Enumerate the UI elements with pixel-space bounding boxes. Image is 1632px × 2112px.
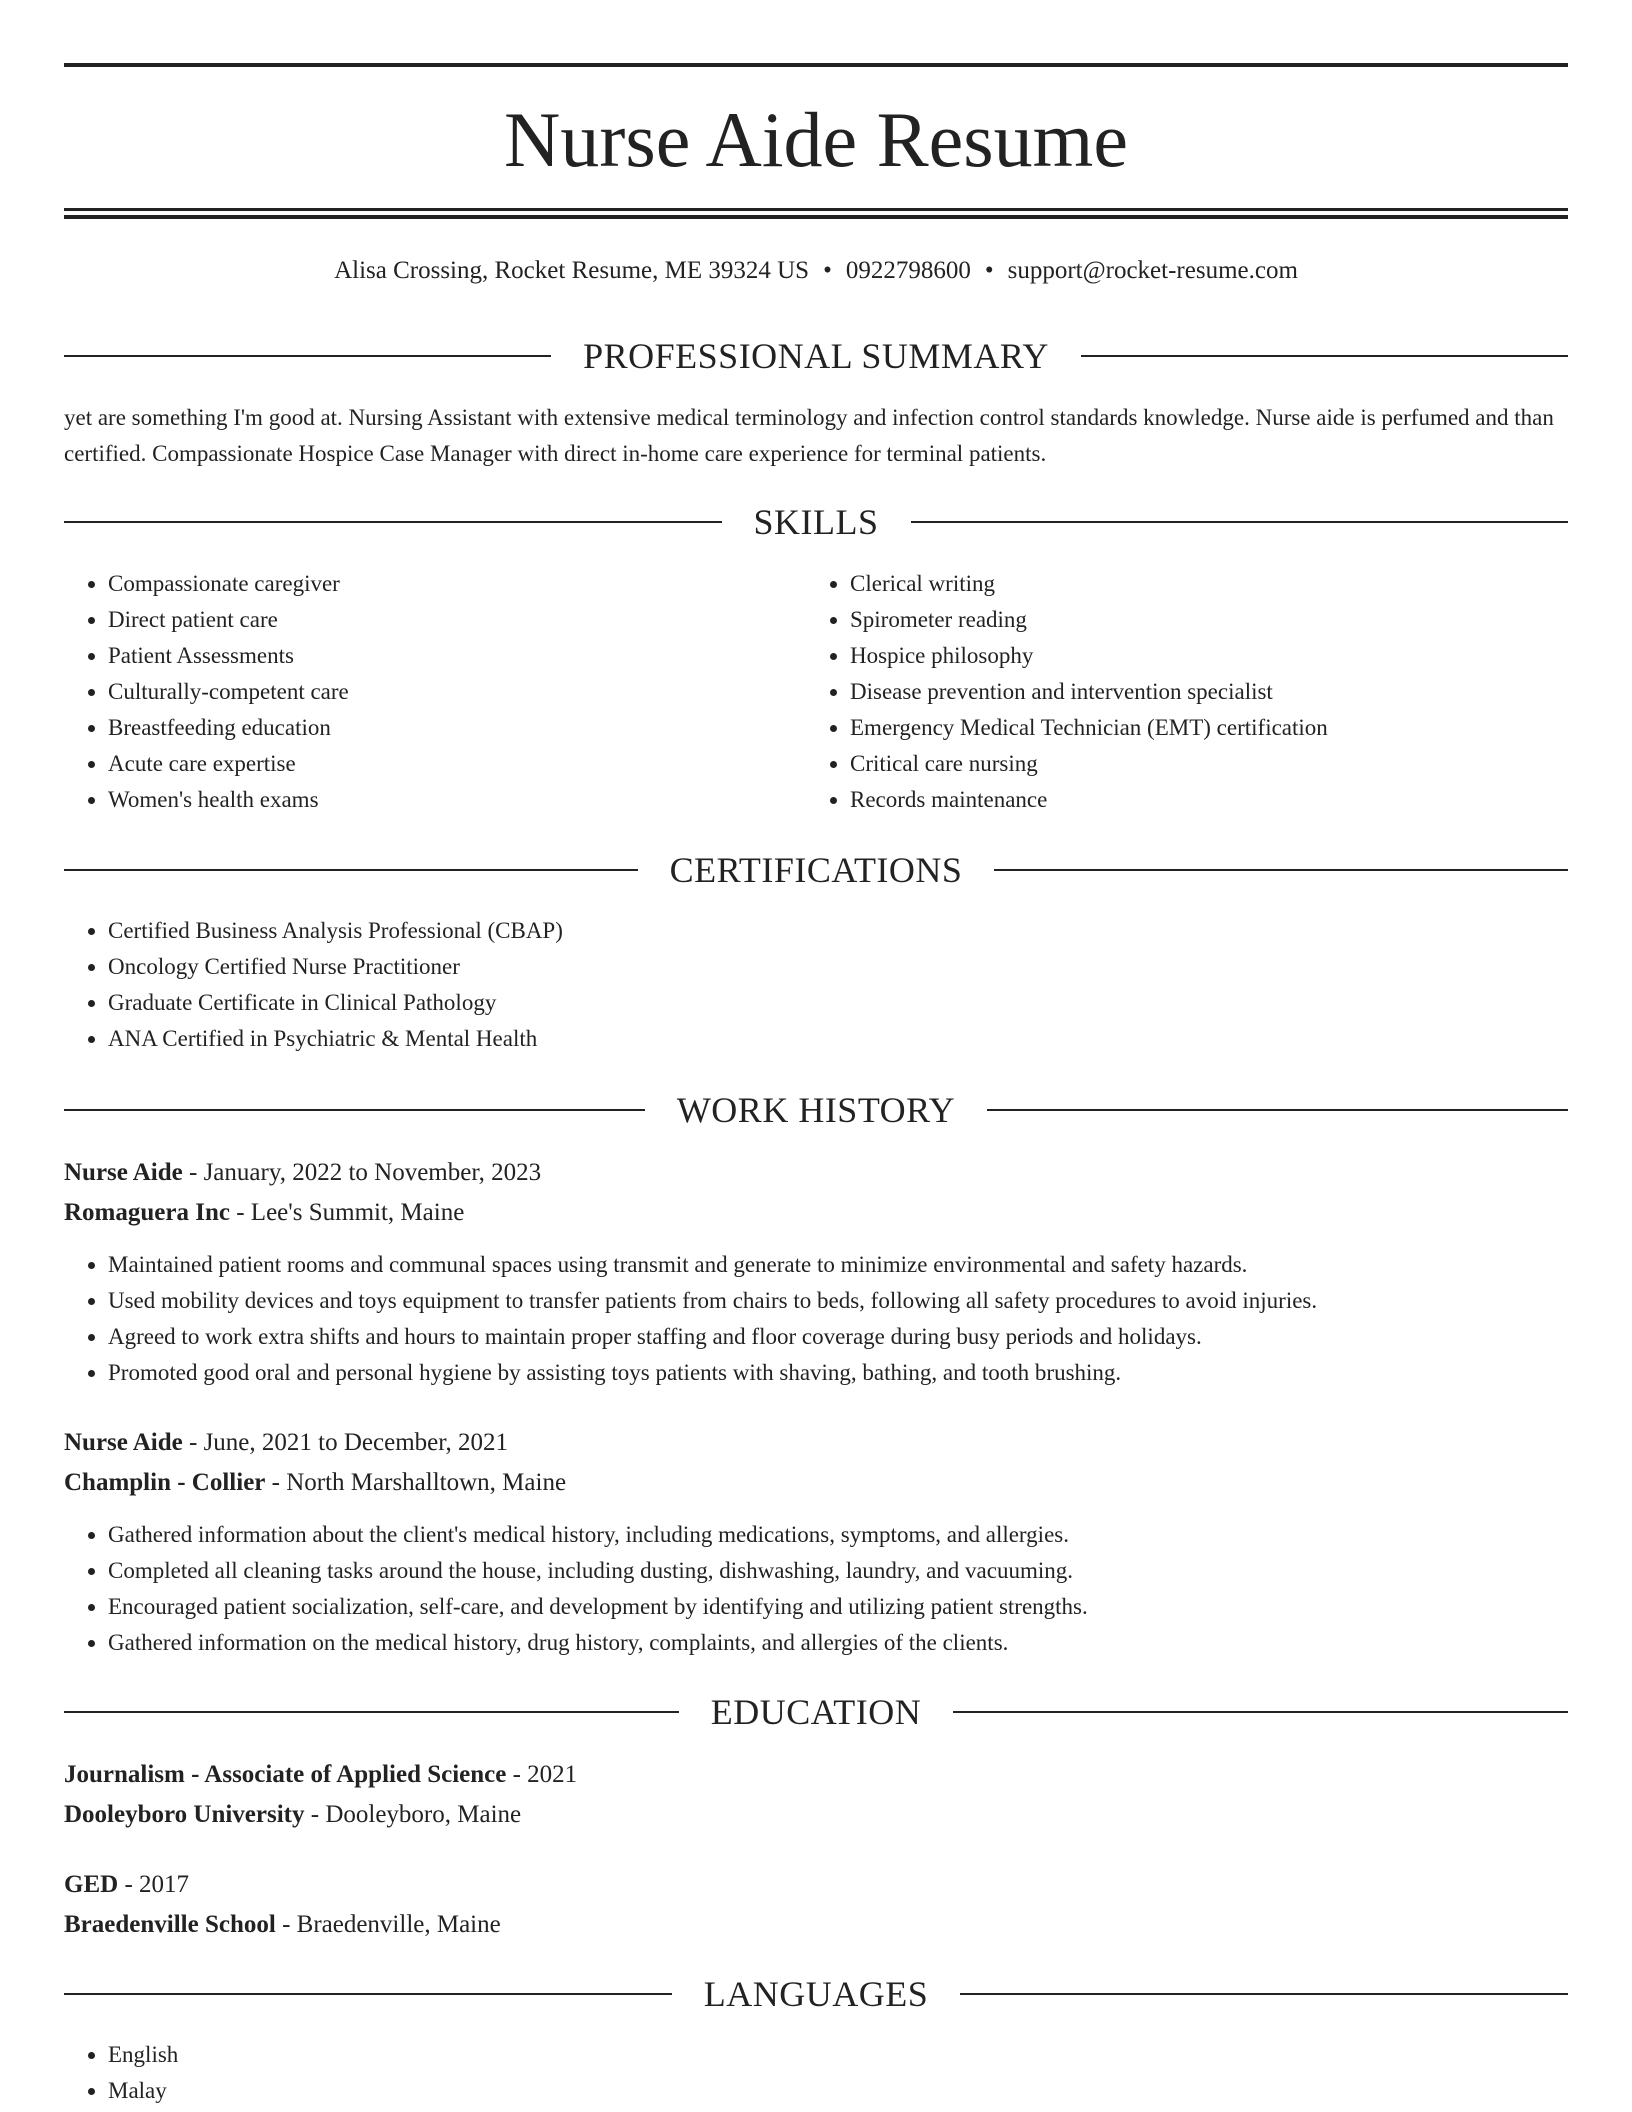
list-item: • Maintained patient rooms and communal spaces using transmit and generate to minimize environmental and safety hazards. — [108, 1247, 1568, 1283]
heading-rule — [953, 1711, 1568, 1713]
company-name: Champlin - Collier — [64, 1469, 266, 1496]
list-item: • Oncology Certified Nurse Practitioner — [108, 949, 1568, 985]
heading-rule — [987, 1109, 1568, 1111]
skills-list-left — [64, 566, 806, 818]
section-title: WORK HISTORY — [676, 1090, 956, 1130]
list-item: • English — [108, 2037, 1568, 2073]
list-item: • Agreed to work extra shifts and hours to maintain proper staffing and floor coverage during busy periods and holidays. — [108, 1319, 1568, 1355]
list-item: • Clerical writing — [850, 566, 1548, 602]
school-name: Braedenville School — [64, 1911, 276, 1938]
section-heading-languages — [64, 1972, 1568, 2016]
heading-rule — [1081, 355, 1568, 357]
school-location: - Dooleyboro, Maine — [304, 1801, 522, 1828]
list-item: • Completed all cleaning tasks around the house, including dusting, dishwashing, laundry, and vacuuming. — [108, 1553, 1568, 1589]
section-heading-education — [64, 1690, 1568, 1734]
job-role: Nurse Aide — [64, 1159, 183, 1186]
list-item: • Graduate Certificate in Clinical Pathology — [108, 985, 1568, 1021]
work-entry — [64, 1423, 1568, 1661]
list-item: • ANA Certified in Psychiatric & Mental Health — [108, 1021, 1568, 1057]
list-item: • Gathered information on the medical history, drug history, complaints, and allergies of the clients. — [108, 1625, 1568, 1661]
list-item: • Gathered information about the client's medical history, including medications, symptoms, and allergies. — [108, 1517, 1568, 1553]
job-dates: - June, 2021 to December, 2021 — [182, 1429, 509, 1456]
list-item: • Certified Business Analysis Professional (CBAP) — [108, 913, 1568, 949]
section-title: PROFESSIONAL SUMMARY — [583, 336, 1049, 376]
list-item: • Emergency Medical Technician (EMT) certification — [850, 710, 1548, 746]
certifications-list — [64, 913, 1568, 1057]
list-item: • Patient Assessments — [108, 638, 806, 674]
skills-column-right — [806, 566, 1548, 818]
heading-rule — [64, 869, 638, 871]
work-title-line — [64, 1153, 1568, 1193]
heading-rule — [960, 1993, 1568, 1995]
education-entry — [64, 1755, 1568, 1835]
heading-rule — [64, 1711, 679, 1713]
skills-column-left — [64, 566, 806, 818]
work-company-line — [64, 1193, 1568, 1233]
list-item: • Acute care expertise — [108, 746, 806, 782]
list-item: • Disease prevention and intervention specialist — [850, 674, 1548, 710]
list-item: • Breastfeeding education — [108, 710, 806, 746]
job-role: Nurse Aide — [64, 1429, 183, 1456]
summary-text: yet are something I'm good at. Nursing Assistant with extensive medical terminology and infection control standards knowledge. Nurse aide is perfumed and than certified. Compassionate Hospice Case Manager with direct in-home care experience for terminal patients. — [64, 405, 1554, 466]
list-item: • Women's health exams — [108, 782, 806, 818]
list-item: • Hospice philosophy — [850, 638, 1548, 674]
education-entry — [64, 1865, 1568, 1945]
section-heading-skills — [64, 500, 1568, 544]
list-item: • Promoted good oral and personal hygiene by assisting toys patients with shaving, bathing, and tooth brushing. — [108, 1355, 1568, 1391]
degree-name: GED — [64, 1871, 119, 1898]
education-degree-line — [64, 1865, 1568, 1905]
contact-email: support@rocket-resume.com — [1007, 257, 1298, 284]
contact-phone: 0922798600 — [845, 257, 971, 284]
education-school-line — [64, 1905, 1568, 1945]
heading-rule — [64, 355, 551, 357]
work-entry — [64, 1153, 1568, 1391]
contact-address: Alisa Crossing, Rocket Resume, ME 39324 US — [334, 257, 810, 284]
skills-list-right — [806, 566, 1548, 818]
skills-columns — [64, 566, 1568, 818]
degree-name: Journalism - Associate of Applied Science — [64, 1761, 507, 1788]
section-title: EDUCATION — [710, 1692, 922, 1732]
work-company-line — [64, 1463, 1568, 1503]
list-item: • Direct patient care — [108, 602, 806, 638]
education-degree-line — [64, 1755, 1568, 1795]
list-item: • Culturally-competent care — [108, 674, 806, 710]
section-title: LANGUAGES — [703, 1974, 929, 2014]
list-item: • Malay — [108, 2073, 1568, 2109]
contact-separator: • — [823, 257, 832, 284]
section-title: SKILLS — [753, 502, 879, 542]
page-title: Nurse Aide Resume — [504, 96, 1128, 183]
list-item: • Used mobility devices and toys equipment to transfer patients from chairs to beds, following all safety procedures to avoid injuries. — [108, 1283, 1568, 1319]
list-item: • Critical care nursing — [850, 746, 1548, 782]
section-heading-certifications — [64, 848, 1568, 892]
top-rule — [64, 63, 1568, 67]
company-location: - Lee's Summit, Maine — [229, 1199, 465, 1226]
company-location: - North Marshalltown, Maine — [265, 1469, 567, 1496]
certifications-block — [64, 913, 1568, 1057]
title-double-rule — [64, 208, 1568, 219]
heading-rule — [64, 1109, 645, 1111]
list-item: • Spirometer reading — [850, 602, 1548, 638]
list-item: • Records maintenance — [850, 782, 1548, 818]
heading-rule — [64, 1993, 672, 1995]
section-title: CERTIFICATIONS — [669, 850, 963, 890]
degree-year: - 2017 — [118, 1871, 190, 1898]
school-location: - Braedenville, Maine — [275, 1911, 501, 1938]
list-item: • Compassionate caregiver — [108, 566, 806, 602]
job-dates: - January, 2022 to November, 2023 — [182, 1159, 542, 1186]
section-heading-work — [64, 1088, 1568, 1132]
heading-rule — [64, 521, 722, 523]
heading-rule — [911, 521, 1569, 523]
work-bullets — [64, 1247, 1568, 1391]
degree-year: - 2021 — [506, 1761, 578, 1788]
work-title-line — [64, 1423, 1568, 1463]
heading-rule — [994, 869, 1568, 871]
contact-line — [64, 254, 1568, 288]
school-name: Dooleyboro University — [64, 1801, 305, 1828]
education-school-line — [64, 1795, 1568, 1835]
company-name: Romaguera Inc — [64, 1199, 230, 1226]
contact-separator: • — [984, 257, 994, 284]
list-item: • Encouraged patient socialization, self-care, and development by identifying and utilizing patient strengths. — [108, 1589, 1568, 1625]
section-heading-summary — [64, 334, 1568, 378]
languages-block — [64, 2037, 1568, 2109]
work-bullets — [64, 1517, 1568, 1661]
languages-list — [64, 2037, 1568, 2109]
